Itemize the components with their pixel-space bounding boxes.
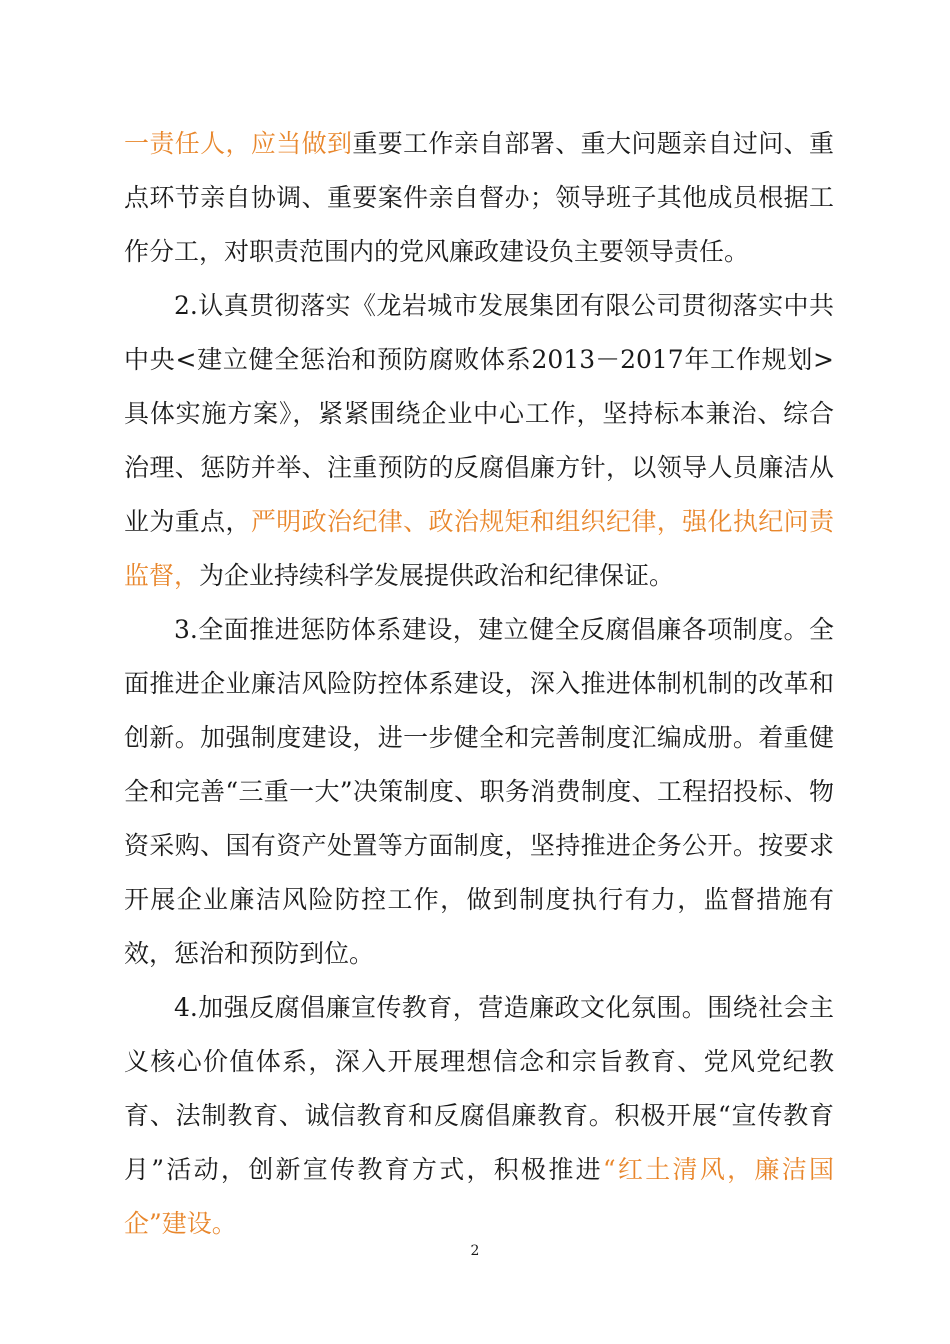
body-text: [124, 117, 834, 1251]
paragraph-3: [124, 603, 834, 981]
paragraph-4: [124, 981, 834, 1251]
paragraph-2: [124, 279, 834, 603]
paragraph-1: [124, 117, 834, 279]
body-text-run: 重要工作亲自部署、重大问题亲自过问、重点环节亲自协调、重要案件亲自督办；领导班子其他成员根据工作分工，对职责范围内的党风廉政建设负主要领导责任。: [124, 129, 834, 266]
highlight-text: “红土清风，廉洁国企”建设。: [124, 1155, 834, 1238]
highlight-text: 严明政治纪律、政治规矩和组织纪律，强化执纪问责监督，: [124, 507, 834, 590]
body-text-run: 4.加强反腐倡廉宣传教育，营造廉政文化氛围。围绕社会主义核心价值体系，深入开展理想信念和宗旨教育、党风党纪教育、法制教育、诚信教育和反腐倡廉教育。积极开展“宣传教育月”活动，创新宣传教育方式，积极推进: [124, 993, 834, 1184]
page-number: 2: [470, 1243, 480, 1259]
highlight-text: 一责任人，应当做到: [124, 129, 353, 158]
body-text-run: 3.全面推进惩防体系建设，建立健全反腐倡廉各项制度。全面推进企业廉洁风险防控体系建设，深入推进体制机制的改革和创新。加强制度建设，进一步健全和完善制度汇编成册。着重健全和完善“三重一大”决策制度、职务消费制度、工程招投标、物资采购、国有资产处置等方面制度，坚持推进企务公开。按要求开展企业廉洁风险防控工作，做到制度执行有力，监督措施有效，惩治和预防到位。: [124, 615, 834, 968]
body-text-run: 2.认真贯彻落实《龙岩城市发展集团有限公司贯彻落实中共中央<建立健全惩治和预防腐败体系2013－2017年工作规划>具体实施方案》，紧紧围绕企业中心工作，坚持标本兼治、综合治理、惩防并举、注重预防的反腐倡廉方针，以领导人员廉洁从业为重点，: [124, 291, 834, 536]
body-text-run: 为企业持续科学发展提供政治和纪律保证。: [199, 561, 675, 590]
